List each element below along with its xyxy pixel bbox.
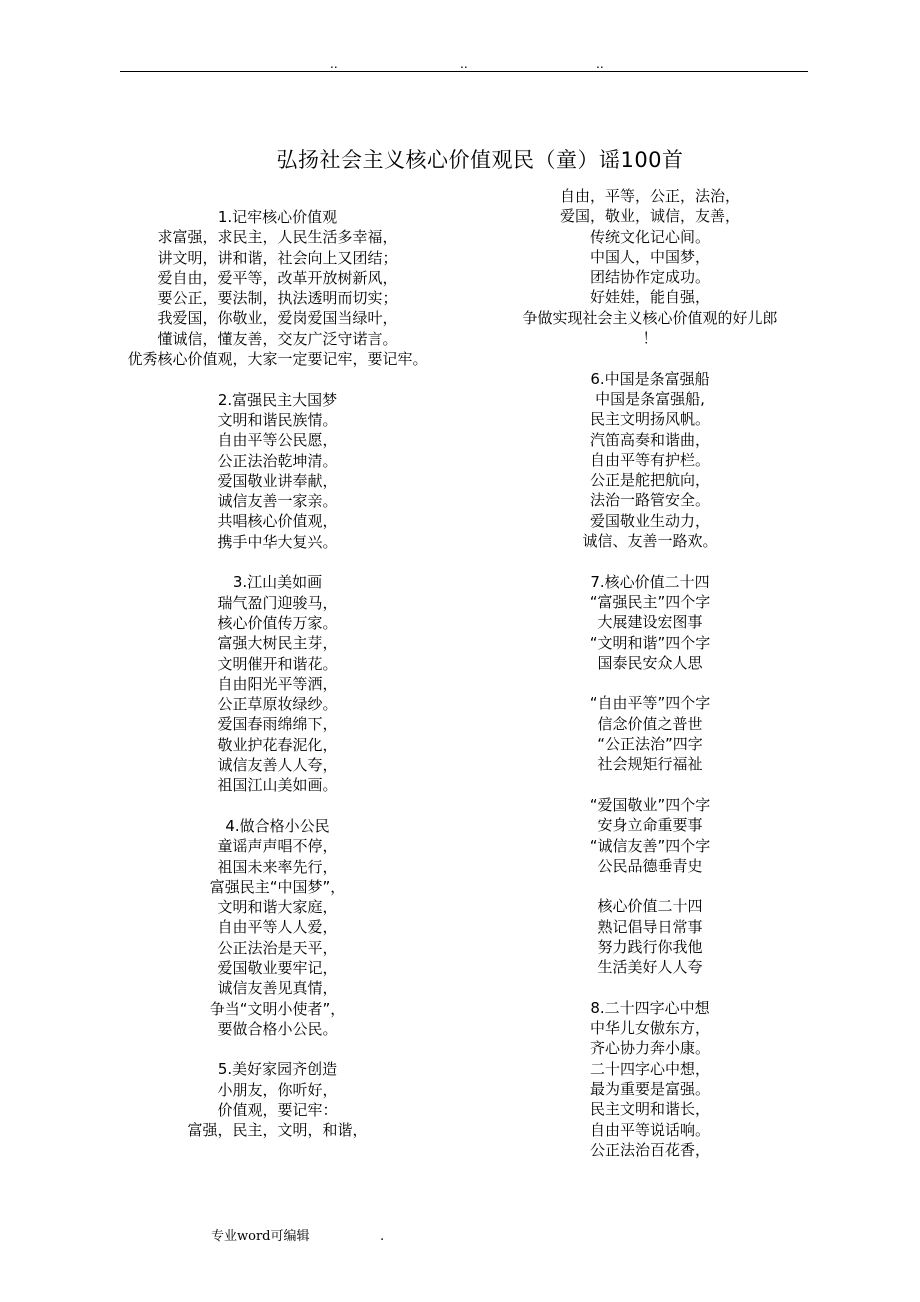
poem-line: 传统文化记心间。 (589, 227, 710, 246)
poem-line: “文明和谐”四个字 (589, 633, 711, 652)
document-title: 弘扬社会主义核心价值观民（童）谣100首 (276, 148, 684, 172)
poem-block (480, 186, 820, 348)
poem-line: 爱国敬业要牢记， (217, 958, 338, 977)
poem-line: 中国是条富强船, (595, 389, 705, 408)
poem-line: 我爱国，你敬业，爱岗爱国当绿叶， (157, 309, 398, 328)
poem-block (480, 693, 820, 774)
poem-line: 公正草原妆绿纱。 (217, 695, 338, 714)
poem-line: 讲文明，讲和谐，社会向上又团结； (157, 248, 398, 267)
poem-line: 爱国敬业讲奉献， (217, 471, 338, 490)
poem-line: 最为重要是富强。 (589, 1080, 710, 1099)
poem-line: 争做实现社会主义核心价值观的好儿郎 (522, 308, 778, 327)
poem-line: 富强大树民主芽， (217, 634, 338, 653)
poem-line: 努力践行你我他 (597, 937, 703, 956)
poem-line: 爱国春雨绵绵下， (217, 715, 338, 734)
poem-line: 自由平等公民愿， (217, 431, 338, 450)
poem-line: 生活美好人人夸 (597, 958, 703, 977)
poem-line: 公正是舵把航向， (589, 471, 710, 490)
poem-line: 民主文明和谐长， (589, 1100, 710, 1119)
left-column (110, 207, 445, 1161)
poem-line: 瑞气盈门迎骏马， (217, 593, 338, 612)
poem-line: 文明催开和谐花。 (217, 654, 338, 673)
poem-line: ！ (642, 329, 658, 348)
poem-line: 大展建设宏图事 (597, 613, 703, 632)
poem-line: “自由平等”四个字 (589, 694, 711, 713)
header-dot-mark: .. (460, 57, 468, 71)
poem-line: 求富强，求民主，人民生活多幸福， (157, 228, 398, 247)
poem-line: 好娃娃，能自强， (589, 288, 710, 307)
poem-line: 要公正，要法制，执法透明而切实； (157, 289, 398, 308)
poem-line: 优秀核心价值观，大家一定要记牢，要记牢。 (127, 350, 428, 369)
poem-line: 懂诚信，懂友善，交友广泛守诺言。 (157, 329, 398, 348)
poem-line: 安身立命重要事 (597, 816, 703, 835)
poem-line: 核心价值二十四 (597, 897, 703, 916)
poem-block (110, 390, 445, 552)
poem-line: “公正法治”四字 (597, 735, 703, 754)
poem-block (480, 896, 820, 977)
poem-line: 小朋友，你听好， (217, 1080, 338, 1099)
poem-line: 信念价值之普世 (597, 714, 703, 733)
poem-line: 法治一路管安全。 (589, 491, 710, 510)
poem-line: 诚信友善一家亲。 (217, 492, 338, 511)
poem-block (110, 572, 445, 795)
poem-line: 自由平等人人爱， (217, 918, 338, 937)
poem-line: 中国人，中国梦， (589, 247, 710, 266)
poem-title: 1.记牢核心价值观 (217, 208, 338, 226)
poem-title: 5.美好家园齐创造 (217, 1060, 338, 1079)
poem-line: 文明和谐大家庭， (217, 898, 338, 917)
poem-line: 诚信、友善一路欢。 (582, 532, 718, 551)
poem-line: 富强，民主，文明，和谐， (187, 1121, 368, 1140)
poem-line: 携手中华大复兴。 (217, 532, 338, 551)
poem-block (480, 795, 820, 876)
poem-line: 公正法治百花香， (589, 1140, 710, 1159)
poem-title: 2.富强民主大国梦 (217, 390, 338, 409)
poem-line: 公正法治是天平， (217, 938, 338, 957)
poem-line: 祖国未来率先行， (217, 857, 338, 876)
poem-line: 诚信友善人人夸， (217, 756, 338, 775)
poem-line: 自由平等说话响。 (589, 1120, 710, 1139)
poem-line: “爱国敬业”四个字 (589, 795, 711, 814)
poem-line: 自由，平等，公正，法治， (559, 187, 740, 205)
poem-line: “富强民主”四个字 (589, 592, 711, 611)
poem-title: 7.核心价值二十四 (590, 572, 710, 591)
poem-line: 爱自由，爱平等，改革开放树新风， (157, 268, 398, 287)
poem-line: 价值观，要记牢： (217, 1101, 338, 1120)
poem-block (110, 1059, 445, 1140)
poem-line: 公民品德垂青史 (597, 856, 703, 875)
poem-line: 敬业护花春泥化， (217, 735, 338, 754)
poem-line: 自由阳光平等洒， (217, 674, 338, 693)
poem-line: 祖国江山美如画。 (217, 776, 338, 795)
poem-block (480, 998, 820, 1160)
poem-line: 中华儿女傲东方， (589, 1019, 710, 1038)
footer-label: 专业word可编辑 (211, 1229, 310, 1244)
poem-line: 共唱核心价值观， (217, 512, 338, 531)
poem-line: 团结协作定成功。 (589, 268, 710, 287)
poem-title: 3.江山美如画 (232, 573, 323, 592)
poem-title: 4.做合格小公民 (225, 816, 330, 835)
poem-line: 公正法治乾坤清。 (217, 451, 338, 470)
poem-line: 熟记倡导日常事 (597, 917, 703, 936)
header-dot-mark: .. (330, 57, 338, 71)
poem-line: “诚信友善”四个字 (589, 836, 711, 855)
header-dot-mark: .. (596, 57, 604, 71)
poem-block (480, 369, 820, 552)
poem-line: 争当“文明小使者”， (209, 999, 346, 1018)
poem-block (480, 572, 820, 673)
poem-title: 8.二十四字心中想 (590, 998, 710, 1017)
poem-line: 爱国敬业生动力， (589, 511, 710, 530)
poem-block (110, 207, 445, 369)
header-rule (120, 71, 808, 72)
poem-line: 文明和谐民族情。 (217, 410, 338, 429)
poem-line: 汽笛高奏和谐曲， (589, 430, 710, 449)
poem-line: 核心价值传万家。 (217, 613, 338, 632)
poem-title: 6.中国是条富强船 (590, 369, 710, 388)
poem-block (110, 816, 445, 1039)
poem-line: 二十四字心中想， (589, 1059, 710, 1078)
footer-dot: . (380, 1229, 385, 1244)
poem-line: 诚信友善见真情， (217, 979, 338, 998)
poem-line: 自由平等有护栏。 (589, 450, 710, 469)
poem-line: 要做合格小公民。 (217, 1019, 338, 1038)
poem-line: 民主文明扬风帆。 (589, 410, 710, 429)
right-column (480, 186, 820, 1181)
poem-line: 爱国，敬业，诚信，友善， (559, 207, 740, 226)
poem-line: 社会规矩行福祉 (597, 755, 703, 774)
poem-line: 齐心协力奔小康。 (589, 1039, 710, 1058)
poem-line: 富强民主“中国梦”， (209, 877, 346, 896)
poem-line: 国泰民安众人思 (597, 653, 703, 672)
poem-line: 童谣声声唱不停， (217, 837, 338, 856)
